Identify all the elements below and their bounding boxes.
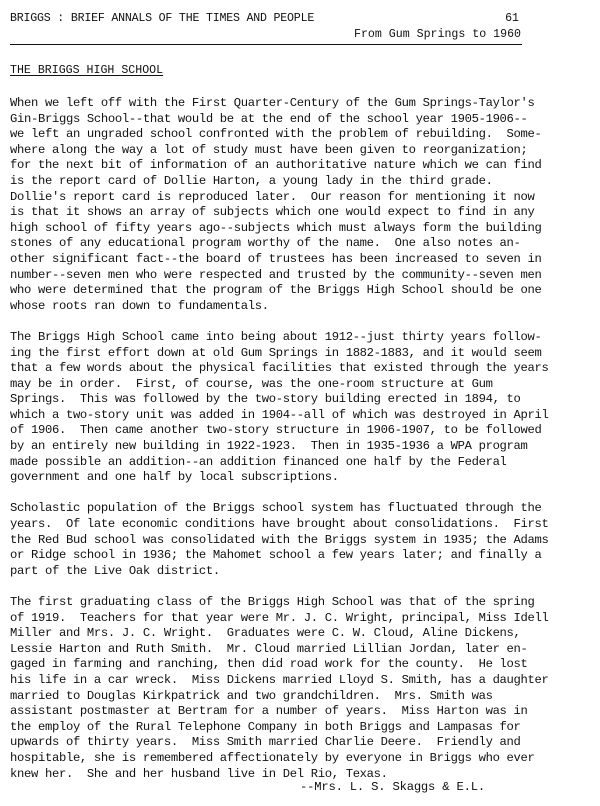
running-title: BRIGGS : BRIEF ANNALS OF THE TIMES AND PEOPLE — [10, 12, 315, 25]
text-line: gaged in farming and ranching, then did road work for the county. He lost — [10, 657, 528, 672]
text-line: Lessie Harton and Ruth Smith. Mr. Cloud married Lillian Jordan, later en- — [10, 641, 528, 656]
text-line: When we left off with the First Quarter-Century of the Gum Springs-Taylor's — [10, 96, 535, 110]
text-line: that a few words about the physical facilities that existed through the years — [10, 361, 549, 376]
text-line: Gin-Briggs School--that would be at the end of the school year 1905-1906-- — [10, 111, 528, 126]
text-line: is that it shows an array of subjects which one would expect to find in any — [10, 205, 535, 220]
text-line: for the next bit of information of an authoritative nature which we can find — [10, 158, 542, 173]
text-line: other significant fact--the board of trustees has been increased to seven in — [10, 251, 542, 266]
text-line: married to Douglas Kirkpatrick and two grandchildren. Mrs. Smith was — [10, 688, 493, 703]
header-rule — [10, 44, 522, 45]
text-line: Scholastic population of the Briggs school system has fluctuated through the — [10, 501, 542, 516]
text-line: of 1919. Teachers for that year were Mr. J. C. Wright, principal, Miss Idell — [10, 610, 549, 625]
text-line: years. Of late economic conditions have brought about consolidations. First — [10, 517, 549, 532]
text-line: government and one half by local subscriptions. — [10, 470, 339, 485]
text-line: Miller and Mrs. J. C. Wright. Graduates were C. W. Cloud, Aline Dickens, — [10, 626, 521, 641]
text-line: of 1906. Then came another two-story structure in 1906-1907, to be followed — [10, 423, 542, 438]
text-line: knew her. She and her husband live in Del Rio, Texas. — [10, 766, 388, 781]
text-line: where along the way a lot of study must have been given to reorganization; — [10, 142, 528, 157]
running-subtitle: From Gum Springs to 1960 — [354, 28, 521, 41]
text-line: made possible an addition--an addition financed one half by the Federal — [10, 454, 507, 469]
text-line: The Briggs High School came into being about 1912--just thirty years follow- — [10, 329, 542, 344]
text-line: Dollie's report card is reproduced later. Our reason for mentioning it now — [10, 189, 535, 204]
body-text — [10, 96, 600, 798]
text-line: the employ of the Rural Telephone Company in both Briggs and Lampasas for — [10, 719, 521, 734]
text-line: stones of any educational program worthy of the name. One also notes an- — [10, 236, 521, 251]
text-line: the Red Bud school was consolidated with the Briggs system in 1935; the Adams — [10, 532, 549, 547]
text-line: Springs. This was followed by the two-story building erected in 1894, to — [10, 392, 521, 407]
text-line: is the report card of Dollie Harton, a young lady in the third grade. — [10, 173, 493, 188]
text-line: whose roots ran down to fundamentals. — [10, 298, 269, 313]
page-number: 61 — [505, 12, 519, 25]
text-line: hospitable, she is remembered affectionately by everyone in Briggs who ever — [10, 750, 535, 765]
paragraph — [10, 595, 600, 782]
section-title: THE BRIGGS HIGH SCHOOL — [10, 64, 164, 77]
text-line: may be in order. First, of course, was the one-room structure at Gum — [10, 376, 493, 391]
text-line: The first graduating class of the Briggs High School was that of the spring — [10, 595, 535, 609]
text-line: upwards of thirty years. Miss Smith married Charlie Deere. Friendly and — [10, 735, 521, 750]
text-line: or Ridge school in 1936; the Mahomet school a few years later; and finally a — [10, 548, 542, 563]
text-line: part of the Live Oak district. — [10, 563, 220, 578]
text-line: number--seven men who were respected and trusted by the community--seven men — [10, 267, 542, 282]
paragraph — [10, 96, 600, 314]
paragraph — [10, 330, 600, 486]
text-line: who were determined that the program of the Briggs High School should be one — [10, 283, 542, 298]
text-line: we left an ungraded school confronted with the problem of rebuilding. Some- — [10, 127, 542, 142]
signature: --Mrs. L. S. Skaggs & E.L. — [300, 780, 485, 794]
text-line: his life in a car wreck. Miss Dickens married Lloyd S. Smith, has a daughter — [10, 672, 549, 687]
text-line: high school of fifty years ago--subjects which must always form the building — [10, 220, 542, 235]
text-line: ing the first effort down at old Gum Springs in 1882-1883, and it would seem — [10, 345, 542, 360]
text-line: assistant postmaster at Bertram for a number of years. Miss Harton was in — [10, 704, 528, 719]
text-line: which a two-story unit was added in 1904--all of which was destroyed in April — [10, 407, 549, 422]
text-line: by an entirely new building in 1922-1923. Then in 1935-1936 a WPA program — [10, 439, 528, 454]
paragraph — [10, 501, 600, 579]
